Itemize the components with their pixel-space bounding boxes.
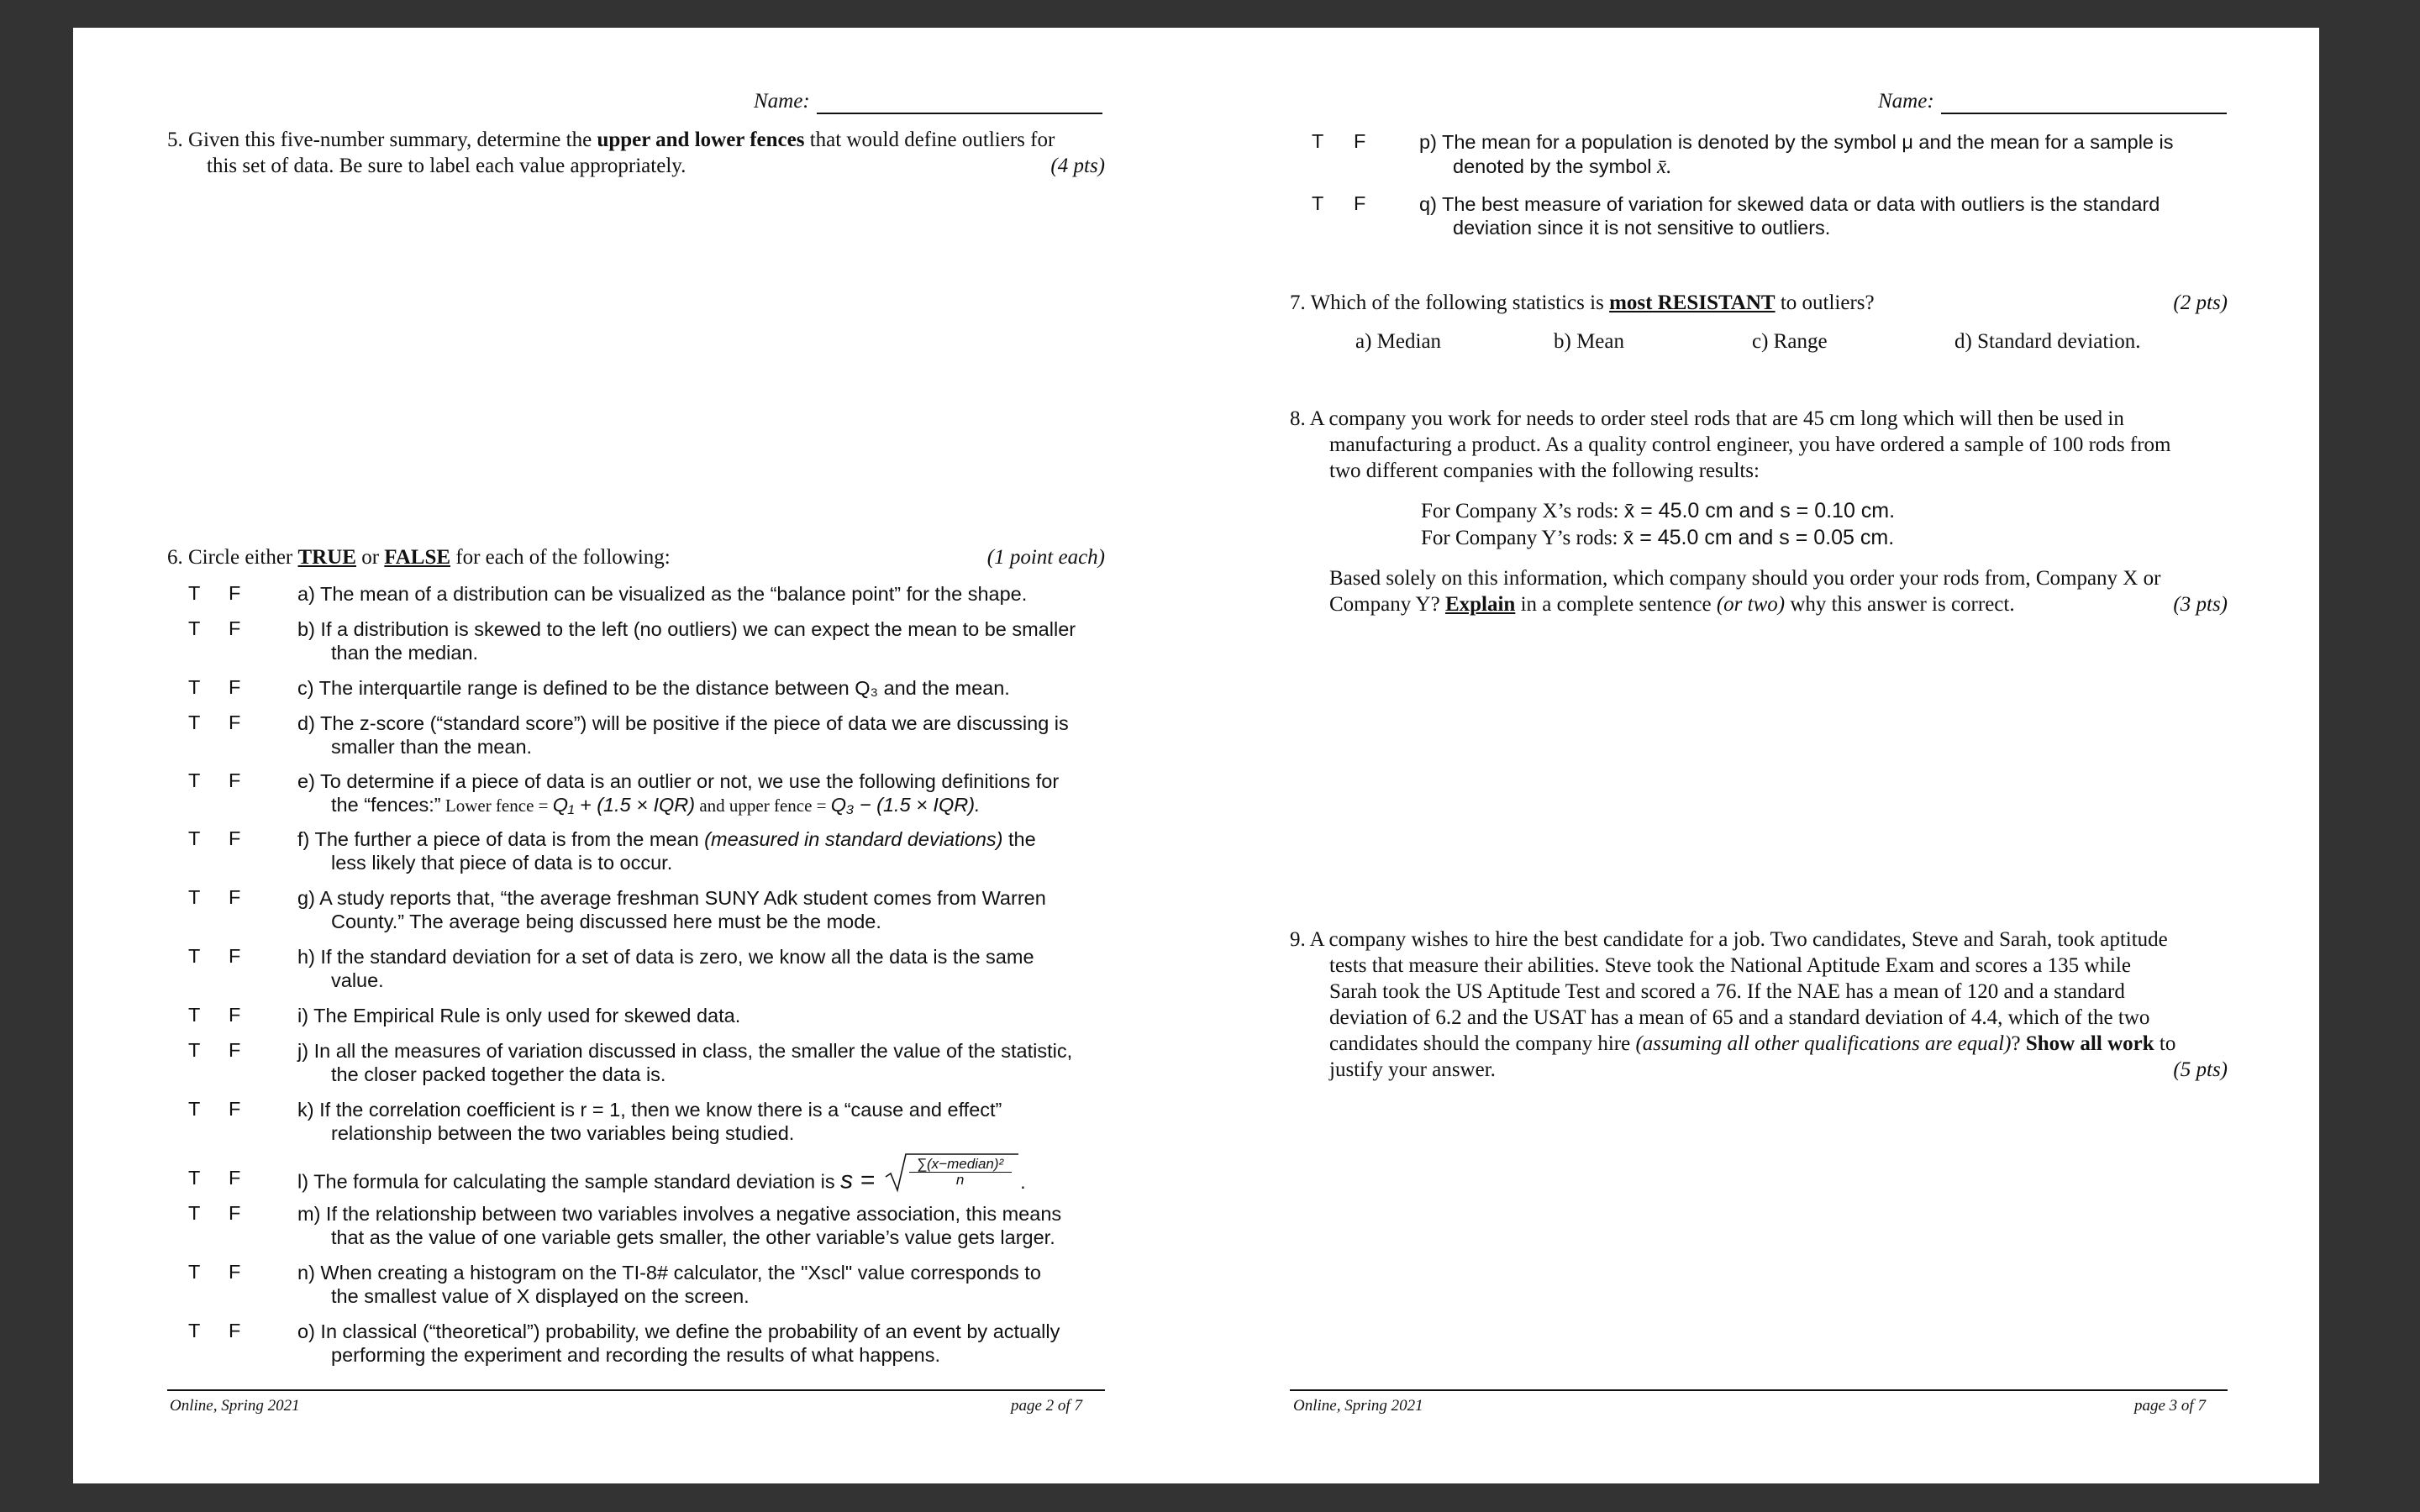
x-bar-symbol: x̄.: [1657, 155, 1672, 178]
footer-rule-right: [1290, 1389, 2228, 1391]
text: value.: [331, 969, 384, 991]
bold-text: Explain: [1444, 593, 1516, 616]
text: ?: [2011, 1032, 2026, 1055]
true-option[interactable]: T: [188, 827, 201, 849]
question-9: [1290, 927, 2228, 1083]
name-field-left: [754, 88, 1102, 114]
points-label: (3 pts): [2173, 593, 2228, 616]
text: Which of the following statistics is: [1310, 291, 1610, 314]
question-9-line-5: [1290, 1031, 2228, 1057]
bold-text: Show all work: [2025, 1032, 2154, 1055]
text: p) The mean for a population is denoted by the symbol μ and the mean for a sample is: [1419, 131, 2174, 153]
formula-numerator: ∑(x−median)²: [909, 1157, 1012, 1173]
text: less likely that piece of data is to occur.: [331, 852, 673, 874]
italic-text: (measured in standard deviations): [704, 828, 1003, 850]
question-number: 9.: [1290, 928, 1306, 951]
statement-e: [297, 769, 1059, 819]
statement-q: [1419, 192, 2160, 239]
question-7: [1290, 290, 2228, 316]
statement-g: [297, 886, 1046, 933]
question-9-line-6: [1290, 1057, 2228, 1083]
text: performing the experiment and recording the results of what happens.: [331, 1344, 941, 1366]
true-option[interactable]: T: [188, 1039, 201, 1061]
statement-a: [297, 582, 1027, 606]
text: o) In classical (“theoretical”) probability, we define the probability of an event by actually: [297, 1320, 1060, 1342]
false-option[interactable]: F: [229, 769, 241, 791]
question-5-line-1: [167, 127, 1105, 153]
question-number: 6.: [167, 546, 183, 569]
formula-upper-fence: Q₃ − (1.5 × IQR).: [830, 794, 981, 816]
choice-d[interactable]: d) Standard deviation.: [1954, 330, 2141, 353]
text: and upper fence =: [695, 795, 831, 816]
text: c) The interquartile range is defined to be the distance between Q₃ and the mean.: [297, 677, 1010, 699]
question-8-line-1: [1290, 406, 2228, 432]
question-number: 7.: [1290, 291, 1306, 314]
text: the closer packed together the data is.: [331, 1063, 666, 1085]
text: g) A study reports that, “the average freshman SUNY Adk student comes from Warren: [297, 887, 1046, 909]
true-option[interactable]: T: [188, 1320, 201, 1341]
text: County.” The average being discussed here must be the mode.: [331, 911, 881, 932]
sqrt-formula: [884, 1157, 1012, 1189]
statement-k: [297, 1098, 1002, 1145]
text: Lower fence =: [440, 795, 553, 816]
question-8-prompt-line-2: [1329, 591, 2228, 617]
statement-p: [1419, 130, 2174, 180]
statement-b: [297, 617, 1076, 664]
false-option[interactable]: F: [229, 1261, 241, 1283]
true-option[interactable]: T: [188, 945, 201, 967]
false-option[interactable]: F: [229, 1098, 241, 1120]
text: e) To determine if a piece of data is an outlier or not, we use the following definitions for: [297, 770, 1060, 792]
text: For Company X’s rods:: [1421, 500, 1619, 522]
text: l) The formula for calculating the sample standard deviation is: [297, 1170, 841, 1193]
text: a) The mean of a distribution can be visualized as the “balance point” for the shape.: [297, 583, 1028, 605]
question-5: [167, 127, 1105, 179]
formula-lower-fence: Q₁ + (1.5 × IQR): [552, 794, 696, 816]
true-option[interactable]: T: [1312, 192, 1324, 214]
text: the smallest value of X displayed on the screen.: [331, 1285, 750, 1307]
company-x-values: x̄ = 45.0 cm and s = 0.10 cm.: [1623, 499, 1896, 522]
false-option[interactable]: F: [229, 617, 241, 639]
text: Based solely on this information, which company should you order your rods from, Company X or: [1329, 567, 2161, 590]
points-label: (1 point each): [986, 546, 1105, 569]
text: that would define outliers for: [804, 129, 1055, 151]
text: Given this five-number summary, determine the: [188, 129, 597, 151]
text: the “fences:”: [331, 794, 441, 816]
name-label: Name:: [1878, 90, 1934, 113]
false-option[interactable]: F: [229, 1167, 241, 1189]
statement-d: [297, 711, 1069, 759]
false-option[interactable]: F: [229, 676, 241, 698]
text: or: [355, 546, 385, 569]
true-option[interactable]: T: [188, 886, 201, 908]
points-label: (2 pts): [2173, 291, 2228, 314]
false-option[interactable]: F: [229, 886, 241, 908]
statement-c: [297, 676, 1010, 700]
question-number: 8.: [1290, 407, 1306, 430]
text: n) When creating a histogram on the TI-8# calculator, the "Xscl" value corresponds to: [297, 1262, 1041, 1284]
true-option[interactable]: T: [188, 1202, 201, 1224]
statement-o: [297, 1320, 1060, 1367]
text: to: [2154, 1032, 2176, 1055]
text: Circle either: [188, 546, 298, 569]
text: h) If the standard deviation for a set of data is zero, we know all the data is the same: [297, 946, 1034, 968]
points-label: (5 pts): [2173, 1058, 2228, 1081]
true-option[interactable]: T: [188, 1098, 201, 1120]
text: that as the value of one variable gets smaller, the other variable’s value gets larger.: [331, 1226, 1055, 1248]
text: for each of the following:: [450, 546, 671, 569]
text: candidates should the company hire: [1329, 1032, 1636, 1055]
footer-term-right: Online, Spring 2021: [1293, 1397, 1423, 1415]
statement-p-line-2: [1419, 154, 2174, 180]
text: .: [1020, 1170, 1026, 1193]
false-option[interactable]: F: [229, 1004, 241, 1026]
text: f) The further a piece of data is from the mean: [297, 828, 705, 850]
question-8-prompt: [1329, 565, 2228, 617]
true-option[interactable]: T: [188, 676, 201, 698]
question-number: 5.: [167, 129, 183, 151]
name-blank-line: [817, 91, 1102, 114]
false-option[interactable]: F: [229, 945, 241, 967]
italic-text: (assuming all other qualifications are equal): [1635, 1032, 2012, 1055]
false-option[interactable]: F: [229, 582, 241, 604]
text: For Company Y’s rods:: [1421, 527, 1618, 549]
statement-e-line-2: [297, 793, 1059, 819]
false-word: FALSE: [384, 546, 451, 569]
footer-page-right: page 3 of 7: [2134, 1397, 2206, 1415]
question-7-choices: [1355, 328, 2229, 355]
text: Company Y?: [1329, 593, 1445, 616]
exam-sheet: [73, 28, 2319, 1483]
text: justify your answer.: [1329, 1058, 1496, 1081]
text: in a complete sentence: [1515, 593, 1717, 616]
text: j) In all the measures of variation discussed in class, the smaller the value of the statistic,: [297, 1040, 1073, 1062]
question-8: [1290, 406, 2228, 484]
choice-c[interactable]: c) Range: [1752, 330, 1828, 353]
text: smaller than the mean.: [331, 736, 533, 758]
statement-j: [297, 1039, 1072, 1086]
points-label: (4 pts): [1050, 155, 1105, 177]
footer-rule-left: [167, 1389, 1105, 1391]
true-option[interactable]: T: [188, 582, 201, 604]
text: denoted by the symbol: [1453, 155, 1657, 177]
question-9-line-3: Sarah took the US Aptitude Test and scored a 76. If the NAE has a mean of 120 and a standard: [1329, 980, 2125, 1003]
question-5-line-2: [167, 153, 1105, 179]
name-label: Name:: [754, 90, 810, 113]
formula-s: s =: [840, 1166, 876, 1194]
italic-text: (or two): [1716, 593, 1786, 616]
question-9-line-2: tests that measure their abilities. Steve took the National Aptitude Exam and scores a 135 while: [1329, 954, 2131, 977]
true-option[interactable]: T: [1312, 130, 1324, 152]
bold-text: most RESISTANT: [1609, 291, 1776, 314]
company-y-values: x̄ = 45.0 cm and s = 0.05 cm.: [1623, 526, 1895, 549]
statement-m: [297, 1202, 1061, 1249]
text: i) The Empirical Rule is only used for skewed data.: [297, 1005, 741, 1026]
text: q) The best measure of variation for skewed data or data with outliers is the standard: [1419, 193, 2160, 215]
text: A company wishes to hire the best candidate for a job. Two candidates, Steve and Sarah, took aptitude: [1309, 928, 2168, 951]
choice-a[interactable]: a) Median: [1355, 330, 1442, 353]
true-option[interactable]: T: [188, 1261, 201, 1283]
question-9-line-4: deviation of 6.2 and the USAT has a mean of 65 and a standard deviation of 4.4, which of the two: [1329, 1006, 2150, 1029]
false-option[interactable]: F: [229, 1039, 241, 1061]
formula-denominator: n: [955, 1172, 965, 1188]
text: d) The z-score (“standard score”) will be positive if the piece of data we are discussing is: [297, 712, 1069, 734]
true-option[interactable]: T: [188, 1004, 201, 1026]
statement-n: [297, 1261, 1041, 1308]
false-option[interactable]: F: [1354, 130, 1366, 152]
text: deviation since it is not sensitive to outliers.: [1453, 217, 1831, 239]
statement-h: [297, 945, 1034, 992]
question-8-line-3: two different companies with the following results:: [1329, 459, 1760, 482]
radical-sign: [884, 1152, 1018, 1194]
true-option[interactable]: T: [188, 769, 201, 791]
statement-l: [297, 1156, 1026, 1200]
false-option[interactable]: F: [229, 1202, 241, 1224]
bold-text: upper and lower fences: [597, 129, 805, 151]
statement-i: [297, 1004, 740, 1027]
text: why this answer is correct.: [1785, 593, 2015, 616]
statement-f: [297, 827, 1036, 874]
false-option[interactable]: F: [229, 1320, 241, 1341]
question-6: [167, 544, 1105, 570]
true-option[interactable]: T: [188, 711, 201, 733]
question-8-line-2: manufacturing a product. As a quality control engineer, you have ordered a sample of 100 rods from: [1329, 433, 2171, 456]
text: A company you work for needs to order steel rods that are 45 cm long which will then be used in: [1309, 407, 2124, 430]
text: relationship between the two variables being studied.: [331, 1122, 795, 1144]
question-9-line-1: [1290, 927, 2228, 953]
text: b) If a distribution is skewed to the left (no outliers) we can expect the mean to be smaller: [297, 618, 1076, 640]
text: k) If the correlation coefficient is r = 1, then we know there is a “cause and effect”: [297, 1099, 1002, 1121]
text: m) If the relationship between two variables involves a negative association, this means: [297, 1203, 1062, 1225]
true-word: TRUE: [297, 546, 356, 569]
footer-term-left: Online, Spring 2021: [170, 1397, 300, 1415]
false-option[interactable]: F: [229, 827, 241, 849]
text: this set of data. Be sure to label each value appropriately.: [207, 155, 687, 177]
name-field-right: [1878, 88, 2227, 114]
company-y-results: [1421, 525, 1894, 551]
name-blank-line: [1941, 91, 2227, 114]
text: than the median.: [331, 642, 479, 664]
false-option[interactable]: F: [229, 711, 241, 733]
text: to outliers?: [1775, 291, 1875, 314]
true-option[interactable]: T: [188, 617, 201, 639]
choice-b[interactable]: b) Mean: [1554, 330, 1624, 353]
text: the: [1002, 828, 1036, 850]
company-x-results: [1421, 498, 1895, 524]
footer-page-left: page 2 of 7: [1011, 1397, 1082, 1415]
false-option[interactable]: F: [1354, 192, 1366, 214]
true-option[interactable]: T: [188, 1167, 201, 1189]
